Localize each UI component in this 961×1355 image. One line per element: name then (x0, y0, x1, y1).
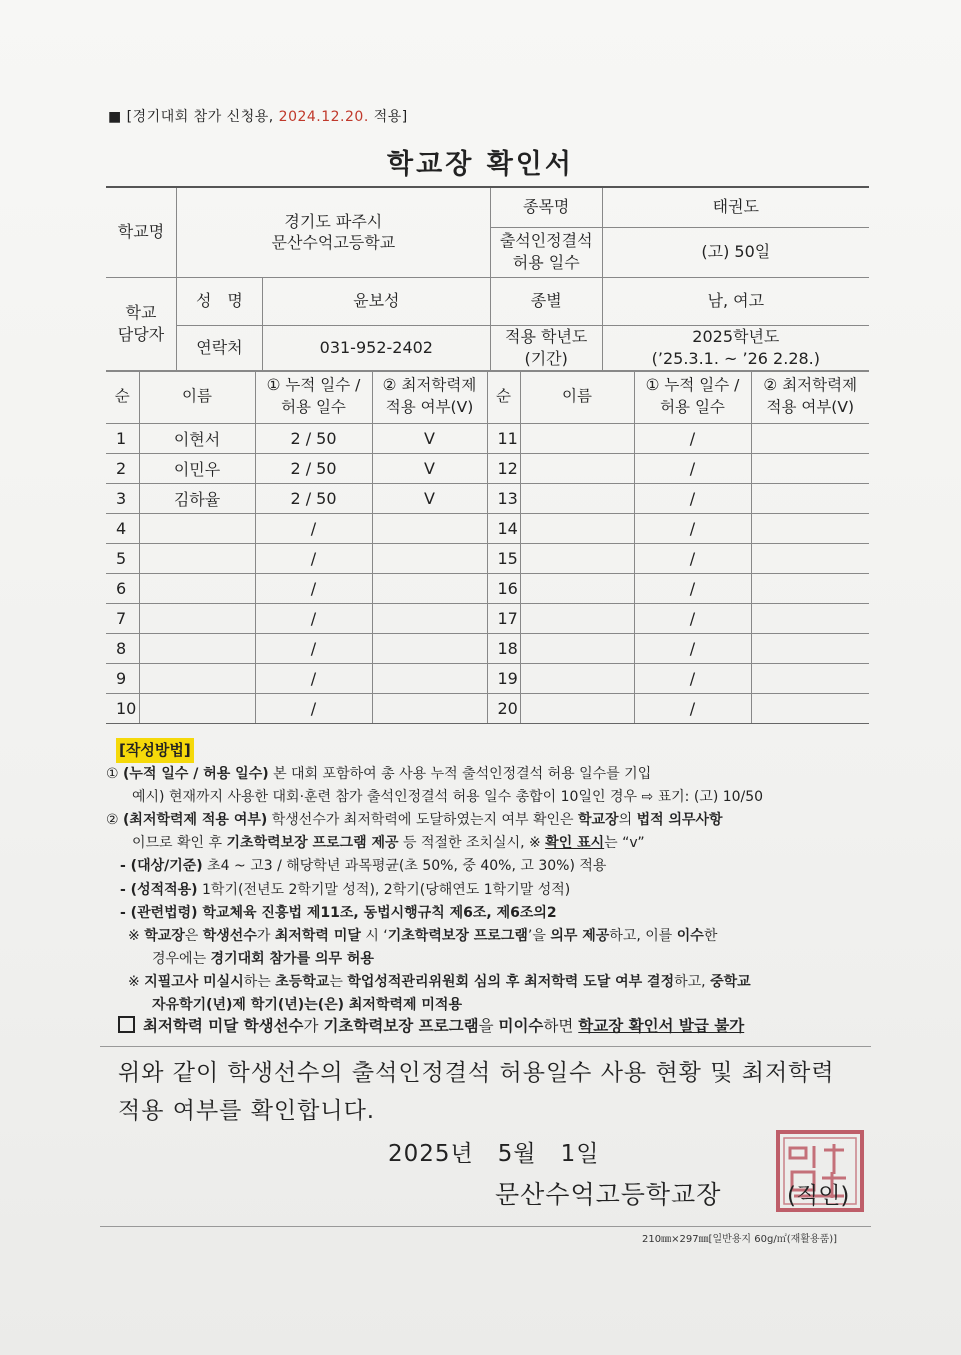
min-academic-check (751, 574, 869, 604)
row-number: 14 (487, 514, 520, 544)
row-number: 16 (487, 574, 520, 604)
roster-body (106, 424, 869, 724)
table-row (106, 634, 869, 664)
name-label: 성 명 (176, 277, 262, 325)
sub1-label: - (대상/기준) (120, 858, 203, 875)
header-min-right (751, 371, 869, 424)
confirmation-statement (118, 1055, 835, 1131)
item1-number: ① (106, 766, 119, 783)
item2-number: ② (106, 812, 119, 829)
header-days-left (255, 371, 372, 424)
confirm-line2: 적용 여부를 확인합니다. (118, 1097, 376, 1124)
item2-line2-bold: 기초학력보장 프로그램 제공 (226, 835, 399, 852)
note1-bold6: 이수 (676, 927, 704, 944)
student-name: 김하율 (139, 484, 255, 514)
used-days: / (255, 664, 372, 694)
note-date: 2024.12.20. (278, 109, 369, 125)
staff-label-line2: 담당자 (117, 325, 165, 344)
document-title: 학교장 확인서 (387, 149, 574, 180)
table-row (106, 694, 869, 724)
sub3-label: - (관련법령) (120, 904, 198, 921)
row-number: 12 (487, 454, 520, 484)
used-days: / (255, 514, 372, 544)
min-academic-check (372, 514, 487, 544)
min-academic-check (751, 424, 869, 454)
method-note-1-line2 (106, 948, 876, 971)
row-number: 6 (106, 574, 139, 604)
min-academic-check (372, 634, 487, 664)
final-c: 기초학력보장 프로그램 (323, 1017, 479, 1035)
used-days: / (255, 604, 372, 634)
table-row (106, 424, 869, 454)
min-academic-check (751, 514, 869, 544)
student-name: 이현서 (139, 424, 255, 454)
min-academic-check (372, 544, 487, 574)
min-academic-check (751, 694, 869, 724)
row-number: 11 (487, 424, 520, 454)
header-min-line1: ② 최저학력제 (763, 376, 858, 395)
note1-e: ’을 (527, 927, 551, 944)
header-days-right (634, 371, 751, 424)
note2-line2: 자유학기(년)제 학기(년)는(은) 최저학력제 미적용 (152, 997, 462, 1014)
writing-method-section (106, 738, 876, 1017)
note2-a: ※ (128, 973, 145, 990)
note2-d: 하고, (674, 973, 711, 990)
info-table (106, 186, 869, 372)
student-name (520, 454, 634, 484)
header-name-right: 이름 (520, 371, 634, 424)
used-days: / (634, 454, 751, 484)
row-number: 13 (487, 484, 520, 514)
note-prefix: ■ [경기대회 참가 신청용, (108, 109, 279, 125)
note2-c: 는 (329, 973, 348, 990)
table-row (106, 454, 869, 484)
year-value-line2: (’25.3.1. ~ ’26 2.28.) (651, 349, 821, 368)
used-days: / (255, 574, 372, 604)
method-title: [작성방법] (116, 738, 194, 763)
row-number: 10 (106, 694, 139, 724)
used-days: / (634, 694, 751, 724)
note1-bold1: 학교장 (144, 927, 185, 944)
header-min-line1: ② 최저학력제 (382, 376, 477, 395)
paper-spec: 210㎜×297㎜[일반용지 60g/㎡(재활용품)] (642, 1234, 838, 1245)
school-value (176, 187, 490, 277)
school-line2: 문산수억고등학교 (271, 233, 396, 253)
student-name (520, 574, 634, 604)
sub2-label: - (성적적용) (120, 881, 198, 898)
item2-line2-check-mark: 확인 표시 (545, 835, 605, 852)
header-days-line1: ① 누적 일수 / (266, 376, 361, 395)
student-name (520, 634, 634, 664)
row-number: 5 (106, 544, 139, 574)
student-name (520, 514, 634, 544)
item2-line2-c: 는 “v” (604, 835, 645, 852)
method-item-1-example: 예시) 현재까지 사용한 대회·훈련 참가 출석인정결석 허용 일수 총합이 10일인 경우 ⇨ 표기: (고) 10/50 (132, 789, 764, 806)
year-value-line1: 2025학년도 (692, 327, 780, 347)
min-academic-check (751, 664, 869, 694)
student-name (520, 484, 634, 514)
used-days: / (634, 484, 751, 514)
student-name (139, 664, 255, 694)
table-row (106, 484, 869, 514)
header-min-left (372, 371, 487, 424)
used-days: / (634, 514, 751, 544)
item2-line2-b: 등 적절한 조치실시, ※ (398, 835, 546, 852)
used-days: 2 / 50 (255, 454, 372, 484)
method-item-1 (106, 763, 876, 786)
min-academic-check: V (372, 424, 487, 454)
used-days: / (634, 664, 751, 694)
row-number: 17 (487, 604, 520, 634)
school-label: 학교명 (106, 187, 176, 277)
note2-bold2: 초등학교 (275, 973, 330, 990)
note1-line2-a: 경우에는 (152, 950, 211, 967)
used-days: 2 / 50 (255, 424, 372, 454)
used-days: / (255, 694, 372, 724)
note1-line2-bold: 경기대회 참가를 의무 허용 (210, 950, 374, 967)
student-name (139, 604, 255, 634)
note1-g: 한 (703, 927, 718, 944)
school-line1: 경기도 파주시 (284, 211, 383, 231)
method-sub-grades (106, 879, 876, 902)
method-sub-law (106, 902, 876, 925)
gender-label: 종별 (490, 277, 602, 325)
final-f: 하면 (543, 1017, 579, 1035)
item2-bold-duty: 법적 의무사항 (636, 812, 723, 829)
allow-days-label (490, 227, 602, 277)
sport-value: 태권도 (602, 187, 869, 227)
sport-label: 종목명 (490, 187, 602, 227)
note1-a: ※ (128, 927, 145, 944)
header-days-line1: ① 누적 일수 / (645, 376, 740, 395)
student-name (139, 544, 255, 574)
student-name: 이민우 (139, 454, 255, 484)
note2-bold4: 중학교 (710, 973, 751, 990)
form-usage-note (108, 106, 408, 126)
issue-date: 2025년 5월 1일 (388, 1141, 600, 1167)
final-g: 학교장 확인서 발급 불가 (578, 1017, 745, 1035)
item1-text: 본 대회 포함하여 총 사용 누적 출석인정결석 허용 일수를 기입 (268, 766, 652, 783)
divider-bottom (100, 1226, 871, 1227)
item2-text-a: 학생선수가 최저학력에 도달하였는지 여부 확인은 (267, 812, 578, 829)
final-a: 최저학력 미달 학생선수 (143, 1017, 304, 1035)
method-sub-target (106, 855, 876, 878)
min-academic-check (372, 664, 487, 694)
allow-days-value: (고) 50일 (602, 227, 869, 277)
method-note-2 (106, 971, 876, 994)
min-academic-check (751, 454, 869, 484)
contact-label: 연락처 (176, 325, 262, 371)
sub2-text: 1학기(전년도 2학기말 성적), 2학기(당해연도 1학기말 성적) (197, 881, 571, 898)
student-name (139, 634, 255, 664)
used-days: / (255, 634, 372, 664)
note1-bold4: 기초학력보장 프로그램 (387, 927, 528, 944)
min-academic-check (372, 604, 487, 634)
note1-f: 하고, 이를 (609, 927, 677, 944)
used-days: / (255, 544, 372, 574)
header-min-line2: 적용 여부(V) (385, 398, 474, 416)
note1-b: 은 (184, 927, 203, 944)
student-roster-table (106, 370, 869, 724)
method-item-2-line2 (106, 832, 876, 855)
year-value (602, 325, 869, 371)
contact-value: 031-952-2402 (262, 325, 490, 371)
note1-d: 시 ‘ (360, 927, 388, 944)
method-note-1 (106, 925, 876, 948)
min-academic-check: V (372, 484, 487, 514)
sub1-text: 초4 ~ 고3 / 해당학년 과목평균(초 50%, 중 40%, 고 30%) 적용 (202, 858, 607, 875)
year-label (490, 325, 602, 371)
header-name-left: 이름 (139, 371, 255, 424)
year-label-line2: (기간) (524, 349, 568, 368)
item2-bold-principal: 학교장 (578, 812, 619, 829)
header-no-right: 순 (487, 371, 520, 424)
name-value: 윤보성 (262, 277, 490, 325)
row-number: 9 (106, 664, 139, 694)
row-number: 15 (487, 544, 520, 574)
checkbox-arrow-icon (118, 1016, 135, 1033)
min-academic-check: V (372, 454, 487, 484)
note2-bold3: 학업성적관리위원회 심의 후 최저학력 도달 여부 결정 (347, 973, 675, 990)
student-name (139, 514, 255, 544)
method-item-2 (106, 809, 876, 832)
seal-label: (직인) (787, 1183, 850, 1209)
header-min-line2: 적용 여부(V) (766, 398, 855, 416)
row-number: 7 (106, 604, 139, 634)
used-days: / (634, 634, 751, 664)
student-name (520, 694, 634, 724)
gender-value: 남, 여고 (602, 277, 869, 325)
year-label-line1: 적용 학년도 (505, 327, 588, 347)
item2-text-b: 의 (618, 812, 637, 829)
allow-label-line2: 허용 일수 (512, 253, 580, 272)
min-academic-check (751, 634, 869, 664)
row-number: 2 (106, 454, 139, 484)
note2-bold1: 지필고사 미실시 (144, 973, 244, 990)
table-row (106, 514, 869, 544)
row-number: 19 (487, 664, 520, 694)
principal-title: 문산수억고등학교장 (495, 1180, 722, 1209)
final-d: 을 (478, 1017, 499, 1035)
student-name (520, 604, 634, 634)
table-row (106, 574, 869, 604)
header-no-left: 순 (106, 371, 139, 424)
student-name (139, 574, 255, 604)
used-days: / (634, 604, 751, 634)
final-e: 미이수 (498, 1017, 544, 1035)
note2-b: 하는 (243, 973, 276, 990)
divider-top (100, 1046, 871, 1047)
table-row (106, 544, 869, 574)
item2-line2-a: 이므로 확인 후 (132, 835, 227, 852)
confirm-line1: 위와 같이 학생선수의 출석인정결석 허용일수 사용 현황 및 최저학력 (118, 1060, 835, 1086)
staff-label (106, 277, 176, 371)
sub3-text: 학교체육 진흥법 제11조, 동법시행규칙 제6조, 제6조의2 (197, 904, 557, 921)
used-days: / (634, 544, 751, 574)
note1-c: 가 (256, 927, 275, 944)
student-name (139, 694, 255, 724)
row-number: 8 (106, 634, 139, 664)
row-number: 20 (487, 694, 520, 724)
student-name (520, 424, 634, 454)
note1-bold2: 학생선수 (202, 927, 257, 944)
issuance-warning (118, 1014, 744, 1036)
final-b: 가 (303, 1017, 324, 1035)
note-suffix: 적용] (368, 109, 408, 125)
student-name (520, 664, 634, 694)
allow-label-line1: 출석인정결석 (499, 231, 593, 251)
row-number: 4 (106, 514, 139, 544)
table-row (106, 604, 869, 634)
min-academic-check (372, 574, 487, 604)
row-number: 3 (106, 484, 139, 514)
used-days: 2 / 50 (255, 484, 372, 514)
min-academic-check (751, 484, 869, 514)
staff-label-line1: 학교 (125, 303, 157, 323)
header-days-line2: 허용 일수 (281, 398, 346, 416)
used-days: / (634, 574, 751, 604)
header-days-line2: 허용 일수 (660, 398, 725, 416)
row-number: 1 (106, 424, 139, 454)
item1-heading: (누적 일수 / 허용 일수) (123, 766, 269, 783)
roster-header-row (106, 371, 869, 424)
note1-bold3: 최저학력 미달 (274, 927, 361, 944)
table-row (106, 664, 869, 694)
min-academic-check (751, 544, 869, 574)
used-days: / (634, 424, 751, 454)
item2-heading: (최저학력제 적용 여부) (123, 812, 268, 829)
row-number: 18 (487, 634, 520, 664)
min-academic-check (751, 604, 869, 634)
student-name (520, 544, 634, 574)
note1-bold5: 의무 제공 (550, 927, 610, 944)
min-academic-check (372, 694, 487, 724)
